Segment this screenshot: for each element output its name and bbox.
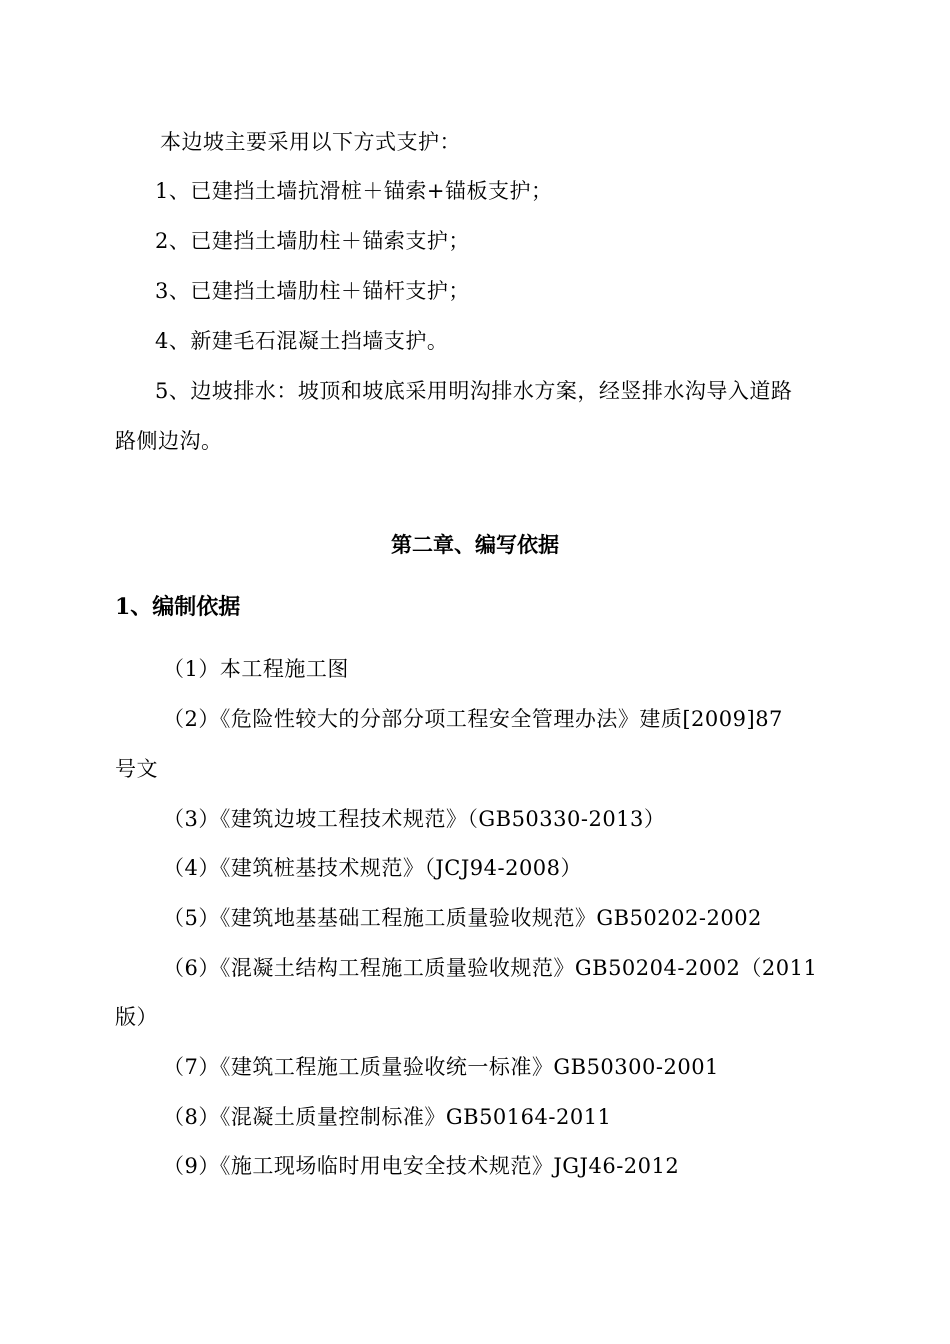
measure-item-2: 2、已建挡土墙肋柱＋锚索支护； — [155, 229, 470, 253]
intro-paragraph: 本边坡主要采用以下方式支护： — [160, 130, 461, 154]
basis-item-4: （4）《建筑桩基技术规范》（JCJ94-2008） — [163, 856, 583, 880]
basis-item-6-continuation: 版） — [115, 1005, 158, 1029]
basis-item-2: （2）《危险性较大的分部分项工程安全管理办法》建质[2009]87 — [163, 707, 783, 731]
basis-item-3: （3）《建筑边坡工程技术规范》（GB50330-2013） — [163, 807, 666, 831]
section-title: 1、编制依据 — [115, 594, 241, 620]
basis-item-5: （5）《建筑地基基础工程施工质量验收规范》GB50202-2002 — [163, 906, 762, 930]
chapter-title: 第二章、编写依据 — [391, 532, 559, 557]
basis-item-7: （7）《建筑工程施工质量验收统一标准》GB50300-2001 — [163, 1055, 719, 1079]
basis-item-8: （8）《混凝土质量控制标准》GB50164-2011 — [163, 1105, 612, 1129]
measure-item-4: 4、新建毛石混凝土挡墙支护。 — [155, 329, 449, 353]
measure-item-1: 1、已建挡土墙抗滑桩＋锚索+锚板支护； — [155, 179, 553, 203]
basis-item-2-continuation: 号文 — [115, 757, 158, 781]
basis-item-9: （9）《施工现场临时用电安全技术规范》JGJ46-2012 — [163, 1154, 680, 1178]
basis-item-1: （1）本工程施工图 — [163, 657, 349, 681]
basis-item-6: （6）《混凝土结构工程施工质量验收规范》GB50204-2002（2011 — [163, 956, 818, 980]
measure-item-5-continuation: 路侧边沟。 — [115, 429, 223, 453]
measure-item-3: 3、已建挡土墙肋柱＋锚杆支护； — [155, 279, 470, 303]
measure-item-5: 5、边坡排水：坡顶和坡底采用明沟排水方案，经竖排水沟导入道路 — [155, 379, 793, 403]
